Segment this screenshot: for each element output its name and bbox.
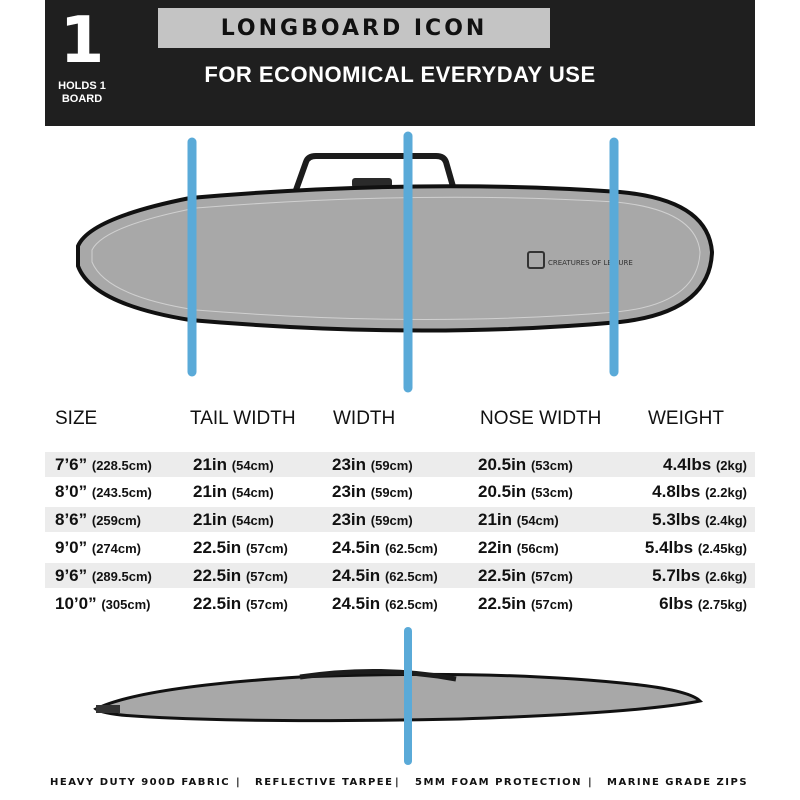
header-weight: WEIGHT [648,408,724,429]
cell-weight-metric: (2kg) [715,458,747,473]
cell-tail-width [193,594,288,614]
table-header [0,408,800,438]
cell-nose-width-metric: (57cm) [530,569,573,584]
cell-width-metric: (59cm) [370,458,413,473]
cell-weight [652,482,747,502]
cell-nose-width-metric: (54cm) [516,513,559,528]
cell-weight [652,566,747,586]
cell-tail-width-value: 22.5in [193,566,242,585]
cell-weight-metric: (2.4kg) [705,513,747,528]
header-tail-width: TAIL WIDTH [190,408,296,429]
feature-divider: | [588,777,594,788]
table-row [45,479,755,504]
product-title: LONGBOARD ICON [220,15,488,41]
bag-side-body [96,674,700,720]
cell-weight-value: 5.7lbs [652,566,701,585]
cell-weight-metric: (2.75kg) [697,597,747,612]
cell-tail-width-metric: (54cm) [231,485,274,500]
cell-size-value: 8’0” [55,482,88,501]
feature-foam: 5MM FOAM PROTECTION [415,777,583,788]
cell-tail-width [193,510,274,530]
table-row [45,535,755,560]
cell-width-value: 24.5in [332,538,381,557]
header-size: SIZE [55,408,98,429]
cell-nose-width-metric: (53cm) [530,485,573,500]
cell-weight-metric: (2.6kg) [705,569,747,584]
cell-weight-value: 4.4lbs [663,455,712,474]
cell-width-metric: (62.5cm) [384,541,438,556]
cell-nose-width [478,594,573,614]
cell-weight [663,455,747,475]
cell-size [55,482,152,502]
cell-size-metric: (274cm) [91,541,142,556]
cell-weight-value: 5.3lbs [652,510,701,529]
boardbag-image [0,126,800,396]
cell-tail-width-value: 22.5in [193,594,242,613]
cell-size [55,538,141,558]
cell-size-metric: (305cm) [101,597,151,612]
cell-tail-width-value: 21in [193,510,228,529]
cell-nose-width-value: 22.5in [478,594,527,613]
cell-nose-width [478,566,573,586]
cell-size [55,566,152,586]
product-subtitle: FOR ECONOMICAL EVERYDAY USE [204,62,596,87]
holds-label: HOLDS 1 BOARD [58,80,106,105]
cell-size-metric: (243.5cm) [91,485,152,500]
cell-size [55,510,141,530]
cell-width-value: 24.5in [332,566,381,585]
cell-nose-width-metric: (57cm) [530,597,573,612]
cell-width-value: 23in [332,455,367,474]
table-row [45,507,755,532]
cell-width-value: 24.5in [332,594,381,613]
feature-list [0,777,800,793]
cell-width [332,538,438,558]
cell-weight-metric: (2.45kg) [697,541,747,556]
cell-tail-width-value: 21in [193,455,228,474]
feature-zips: MARINE GRADE ZIPS [607,777,749,788]
cell-width-metric: (62.5cm) [384,569,438,584]
feature-tarpee: REFLECTIVE TARPEE [255,777,394,788]
cell-tail-width [193,455,274,475]
header-nose-width: NOSE WIDTH [480,408,602,429]
cell-nose-width-value: 22.5in [478,566,527,585]
cell-weight [659,594,747,614]
cell-width [332,482,413,502]
cell-width [332,594,438,614]
cell-width [332,455,413,475]
feature-fabric: HEAVY DUTY 900D FABRIC [50,777,231,788]
cell-width-metric: (62.5cm) [384,597,438,612]
cell-nose-width [478,482,573,502]
cell-tail-width-metric: (57cm) [245,541,288,556]
cell-nose-width-value: 22in [478,538,513,557]
cell-nose-width-metric: (53cm) [530,458,573,473]
logo-text: CREATURES OF LEISURE [548,259,633,267]
cell-weight [645,538,747,558]
cell-tail-width [193,566,288,586]
cell-nose-width [478,538,559,558]
table-row [45,591,755,616]
cell-weight [652,510,747,530]
cell-tail-width-metric: (54cm) [231,513,274,528]
cell-width [332,566,438,586]
title-box [158,8,550,48]
cell-tail-width [193,538,288,558]
cell-weight-metric: (2.2kg) [705,485,747,500]
cell-size-metric: (259cm) [91,513,142,528]
cell-tail-width-metric: (57cm) [245,569,288,584]
cell-tail-width [193,482,274,502]
cell-size-value: 7’6” [55,455,88,474]
boardbag-side-image [0,625,800,770]
cell-tail-width-metric: (57cm) [245,597,288,612]
cell-width-metric: (59cm) [370,485,413,500]
cell-size [55,594,150,614]
cell-nose-width-metric: (56cm) [516,541,559,556]
cell-tail-width-value: 22.5in [193,538,242,557]
cell-size-value: 9’0” [55,538,88,557]
cell-size-metric: (228.5cm) [91,458,152,473]
cell-tail-width-metric: (54cm) [231,458,274,473]
cell-nose-width [478,455,573,475]
cell-size [55,455,152,475]
cell-weight-value: 6lbs [659,594,694,613]
cell-size-value: 10’0” [55,594,97,613]
cell-size-value: 9’6” [55,566,88,585]
cell-width-value: 23in [332,482,367,501]
cell-weight-value: 4.8lbs [652,482,701,501]
table-row [45,452,755,477]
cell-width [332,510,413,530]
feature-divider: | [395,777,401,788]
header-width: WIDTH [333,408,396,429]
cell-nose-width-value: 21in [478,510,513,529]
cell-nose-width-value: 20.5in [478,482,527,501]
cell-nose-width-value: 20.5in [478,455,527,474]
cell-tail-width-value: 21in [193,482,228,501]
cell-size-metric: (289.5cm) [91,569,152,584]
cell-width-metric: (59cm) [370,513,413,528]
board-count: 1 [59,4,105,78]
table-row [45,563,755,588]
cell-size-value: 8’6” [55,510,88,529]
cell-nose-width [478,510,559,530]
cell-weight-value: 5.4lbs [644,538,694,557]
feature-divider: | [236,777,242,788]
cell-width-value: 23in [332,510,367,529]
